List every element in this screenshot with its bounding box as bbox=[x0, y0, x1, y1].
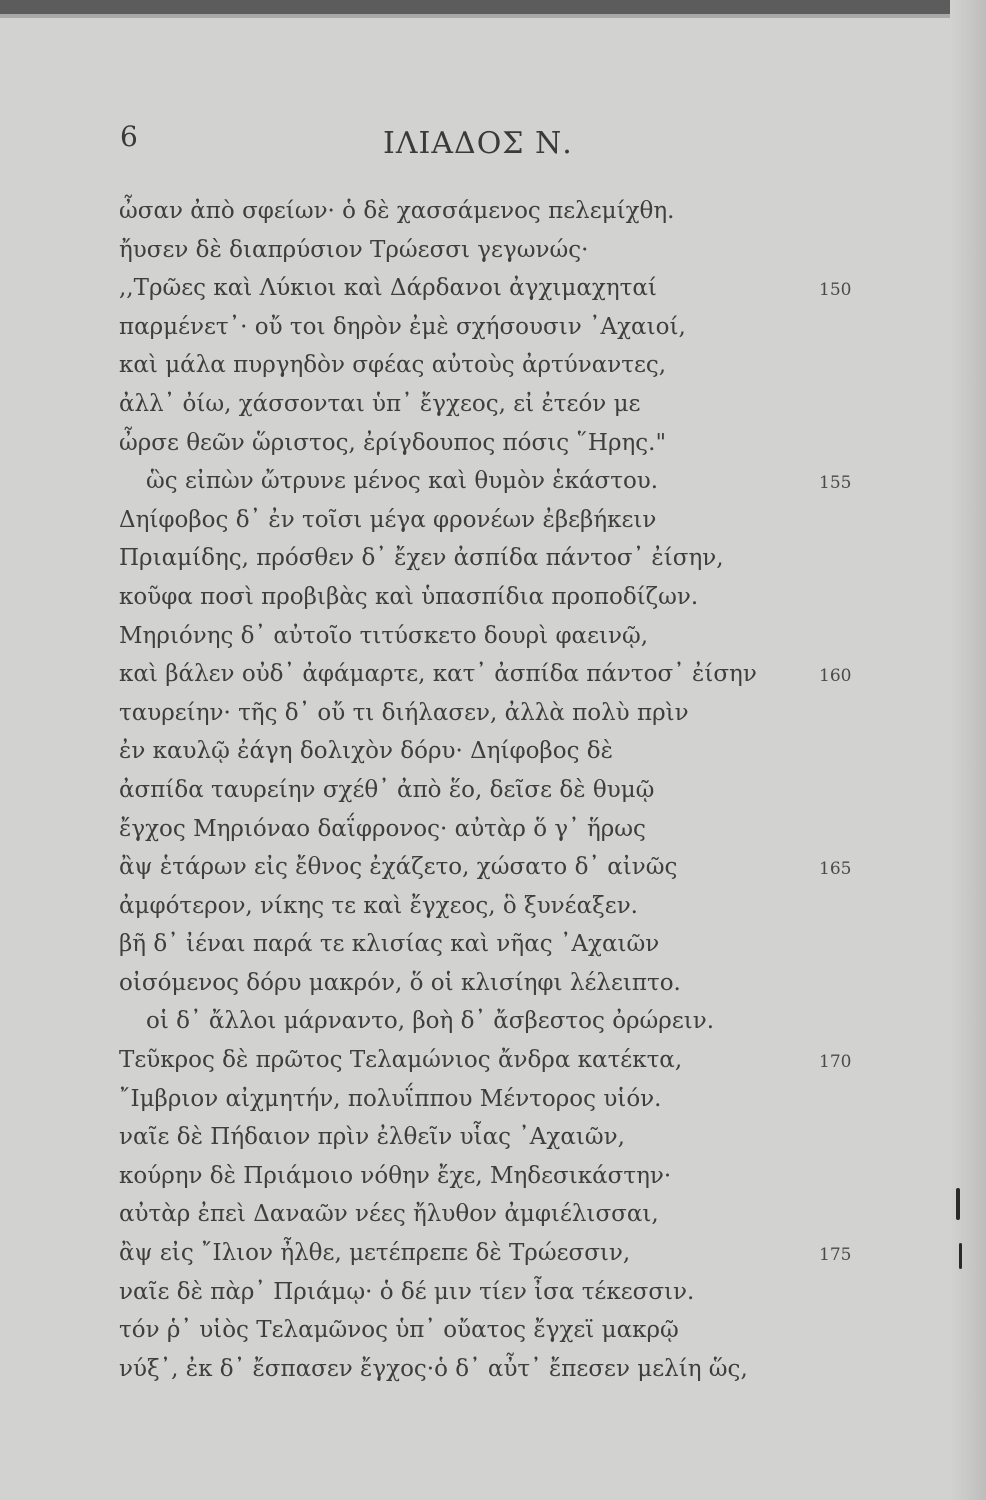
verse-line bbox=[119, 1118, 839, 1157]
verse-lines bbox=[119, 192, 852, 1388]
line-number: 150 bbox=[819, 280, 852, 301]
verse-text: καὶ μάλα πυργηδὸν σφέας αὐτοὺς ἀρτύναντες, bbox=[119, 352, 667, 379]
verse-line bbox=[119, 655, 852, 694]
verse-line bbox=[119, 462, 852, 501]
verse-line bbox=[119, 385, 839, 424]
verse-line bbox=[119, 1350, 839, 1389]
verse-text: ἤυσεν δὲ διαπρύσιον Τρώεσσι γεγωνώς· bbox=[119, 236, 589, 263]
margin-mark bbox=[959, 1243, 962, 1269]
verse-text: ἀμφότερον, νίκης τε καὶ ἔγχεος, ὃ ξυνέαξεν. bbox=[119, 892, 638, 919]
verse-text: βῆ δ᾽ ἰέναι παρά τε κλισίας καὶ νῆας ᾽Αχαιῶν bbox=[119, 931, 660, 958]
line-number: 175 bbox=[819, 1245, 852, 1266]
line-number: 170 bbox=[819, 1052, 852, 1073]
verse-line bbox=[119, 539, 839, 578]
verse-text: κούρην δὲ Πριάμοιο νόθην ἔχε, Μηδεσικάστην· bbox=[119, 1162, 672, 1189]
verse-line bbox=[119, 1234, 852, 1273]
verse-text: ἀσπίδα ταυρείην σχέθ᾽ ἀπὸ ἕο, δεῖσε δὲ θυμῷ bbox=[119, 776, 655, 803]
verse-line bbox=[119, 617, 839, 656]
verse-text: κοῦφα ποσὶ προβιβὰς καὶ ὑπασπίδια προποδίζων. bbox=[119, 583, 699, 610]
verse-line bbox=[119, 925, 839, 964]
verse-line bbox=[119, 1195, 839, 1234]
verse-text: οἰσόμενος δόρυ μακρόν, ὅ οἱ κλισίηφι λέλειπτο. bbox=[119, 969, 681, 996]
book-page bbox=[0, 18, 950, 1500]
verse-line bbox=[119, 192, 839, 231]
line-number: 160 bbox=[819, 666, 852, 687]
verse-text: παρμένετ᾽· οὔ τοι δηρὸν ἐμὲ σχήσουσιν ᾽Αχαιοί, bbox=[119, 313, 686, 340]
verse-text: νύξ᾽, ἐκ δ᾽ ἔσπασεν ἔγχος·ὁ δ᾽ αὖτ᾽ ἔπεσεν μελίη ὥς, bbox=[119, 1355, 748, 1382]
verse-text: Πριαμίδης, πρόσθεν δ᾽ ἔχεν ἀσπίδα πάντοσ᾽ ἐίσην, bbox=[119, 545, 724, 572]
verse-text: ,,Τρῶες καὶ Λύκιοι καὶ Δάρδανοι ἀγχιμαχηταί bbox=[119, 275, 657, 302]
verse-line bbox=[119, 424, 839, 463]
verse-text: αὐτὰρ ἐπεὶ Δαναῶν νέες ἤλυθον ἀμφιέλισσαι, bbox=[119, 1201, 659, 1228]
verse-text: οἱ δ᾽ ἄλλοι μάρναντο, βοὴ δ᾽ ἄσβεστος ὀρώρειν. bbox=[146, 1008, 715, 1035]
running-head: ΙΛΙΑΔΟΣ Ν. bbox=[383, 126, 573, 161]
verse-text: ὦρσε θεῶν ὥριστος, ἐρίγδουπος πόσις ῞Ηρης." bbox=[119, 429, 667, 456]
verse-line bbox=[119, 848, 852, 887]
verse-text: ἂψ ἑτάρων εἰς ἔθνος ἐχάζετο, χώσατο δ᾽ αἰνῶς bbox=[119, 854, 678, 881]
verse-text: ὣς εἰπὼν ὤτρυνε μένος καὶ θυμὸν ἑκάστου. bbox=[146, 468, 659, 495]
page-number: 6 bbox=[120, 120, 138, 153]
verse-text: καὶ βάλεν οὐδ᾽ ἀφάμαρτε, κατ᾽ ἀσπίδα πάντοσ᾽ ἐίσην bbox=[119, 661, 757, 688]
verse-text: ἐν καυλῷ ἐάγη δολιχὸν δόρυ· Δηίφοβος δὲ bbox=[119, 738, 613, 765]
verse-line bbox=[119, 771, 839, 810]
verse-line bbox=[119, 308, 839, 347]
verse-text: ταυρείην· τῆς δ᾽ οὔ τι διήλασεν, ἀλλὰ πολὺ πρὶν bbox=[119, 699, 689, 726]
margin-mark bbox=[956, 1188, 960, 1220]
verse-text: Δηίφοβος δ᾽ ἐν τοῖσι μέγα φρονέων ἐβεβήκειν bbox=[119, 506, 657, 533]
verse-line bbox=[119, 1002, 839, 1041]
verse-text: ἂψ εἰς ῎Ιλιον ἦλθε, μετέπρεπε δὲ Τρώεσσιν, bbox=[119, 1240, 631, 1267]
verse-line bbox=[119, 578, 839, 617]
verse-text: ναῖε δὲ πὰρ᾽ Πριάμῳ· ὁ δέ μιν τίεν ἶσα τέκεσσιν. bbox=[119, 1278, 695, 1305]
verse-line bbox=[119, 732, 839, 771]
verse-text: ὦσαν ἀπὸ σφείων· ὁ δὲ χασσάμενος πελεμίχθη. bbox=[119, 198, 675, 224]
verse-line bbox=[119, 887, 839, 926]
verse-text: ῎Ιμβριον αἰχμητήν, πολυΐππου Μέντορος υἱόν. bbox=[119, 1085, 662, 1112]
verse-line bbox=[119, 501, 839, 540]
verse-line bbox=[119, 1041, 852, 1080]
line-number: 155 bbox=[819, 473, 852, 494]
top-page-border bbox=[0, 0, 986, 14]
verse-line bbox=[119, 964, 839, 1003]
right-page-edge bbox=[950, 0, 986, 1500]
verse-text: Μηριόνης δ᾽ αὐτοῖο τιτύσκετο δουρὶ φαεινῷ, bbox=[119, 622, 649, 649]
verse-line bbox=[119, 1080, 839, 1119]
verse-line bbox=[119, 346, 839, 385]
verse-line bbox=[119, 810, 839, 849]
verse-line bbox=[119, 231, 839, 270]
verse-line bbox=[119, 694, 839, 733]
verse-line bbox=[119, 1311, 839, 1350]
verse-text: ναῖε δὲ Πήδαιον πρὶν ἐλθεῖν υἷας ᾽Αχαιῶν, bbox=[119, 1124, 625, 1151]
verse-text: ἔγχος Μηριόναο δαΐφρονος· αὐτὰρ ὅ γ᾽ ἥρως bbox=[119, 815, 646, 842]
verse-text: τόν ῥ᾽ υἱὸς Τελαμῶνος ὑπ᾽ οὔατος ἔγχεϊ μακρῷ bbox=[119, 1317, 679, 1344]
line-number: 165 bbox=[819, 859, 852, 880]
verse-text: ἀλλ᾽ ὀίω, χάσσονται ὑπ᾽ ἔγχεος, εἰ ἐτεόν με bbox=[119, 390, 641, 417]
verse-line bbox=[119, 1273, 839, 1312]
verse-text: Τεῦκρος δὲ πρῶτος Τελαμώνιος ἄνδρα κατέκτα, bbox=[119, 1047, 683, 1074]
verse-line bbox=[119, 1157, 839, 1196]
verse-line bbox=[119, 269, 852, 308]
